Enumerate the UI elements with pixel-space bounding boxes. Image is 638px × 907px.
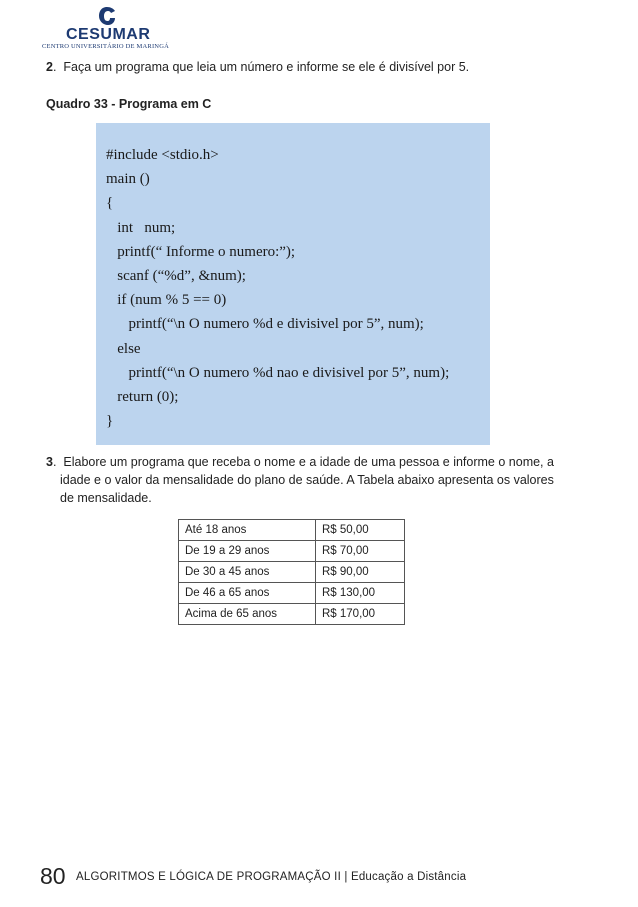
question-2-separator: . xyxy=(52,60,64,74)
code-line: scanf (“%d”, &num); xyxy=(106,268,246,285)
age-cell: De 46 a 65 anos xyxy=(179,583,316,604)
question-3-text-rest: idade e o valor da mensalidade do plano de saúde. A Tabela abaixo apresenta os valores de mensalidade. xyxy=(60,473,554,505)
price-table xyxy=(178,519,405,625)
price-cell: R$ 170,00 xyxy=(316,604,405,625)
code-line: { xyxy=(106,195,114,212)
question-3-text-line1: Elabore um programa que receba o nome e a idade de uma pessoa e informe o nome, a xyxy=(63,455,554,469)
cesumar-logo xyxy=(40,6,170,50)
cesumar-emblem-icon xyxy=(98,6,116,26)
question-3-separator: . xyxy=(52,455,64,469)
price-cell: R$ 130,00 xyxy=(316,583,405,604)
question-3 xyxy=(46,453,556,507)
price-cell: R$ 50,00 xyxy=(316,520,405,541)
question-2 xyxy=(46,58,556,76)
age-cell: De 19 a 29 anos xyxy=(179,541,316,562)
code-line: if (num % 5 == 0) xyxy=(106,292,227,309)
age-cell: Até 18 anos xyxy=(179,520,316,541)
code-listing xyxy=(106,143,449,433)
code-line: main () xyxy=(106,171,150,188)
code-line: int num; xyxy=(106,219,176,236)
price-cell: R$ 70,00 xyxy=(316,541,405,562)
code-line: return (0); xyxy=(106,389,179,406)
price-cell: R$ 90,00 xyxy=(316,562,405,583)
code-line: printf(“\n O numero %d e divisivel por 5”, num); xyxy=(106,316,424,333)
code-line: } xyxy=(106,413,114,430)
code-line: printf(“\n O numero %d nao e divisivel por 5”, num); xyxy=(106,364,450,381)
code-line: #include <stdio.h> xyxy=(106,147,219,163)
page-number: 80 xyxy=(40,863,66,889)
age-cell: De 30 a 45 anos xyxy=(179,562,316,583)
quadro-title: Quadro 33 - Programa em C xyxy=(46,97,212,111)
table-row xyxy=(179,562,405,583)
question-2-text: Faça um programa que leia um número e informe se ele é divisível por 5. xyxy=(63,60,470,74)
running-title: ALGORITMOS E LÓGICA DE PROGRAMAÇÃO II | Educação a Distância xyxy=(76,870,467,883)
logo-subtitle: CENTRO UNIVERSITÁRIO DE MARINGÁ xyxy=(42,43,169,50)
table-row xyxy=(179,520,405,541)
question-2-number: 2 xyxy=(46,60,53,74)
age-cell: Acima de 65 anos xyxy=(179,604,316,625)
table-row xyxy=(179,583,405,604)
table-row xyxy=(179,604,405,625)
code-line: printf(“ Informe o numero:”); xyxy=(106,243,296,260)
logo-name: CESUMAR xyxy=(66,26,151,43)
page-footer xyxy=(40,863,466,890)
code-box xyxy=(96,123,490,445)
question-3-number: 3 xyxy=(46,455,53,469)
code-line: else xyxy=(106,340,141,357)
table-row xyxy=(179,541,405,562)
